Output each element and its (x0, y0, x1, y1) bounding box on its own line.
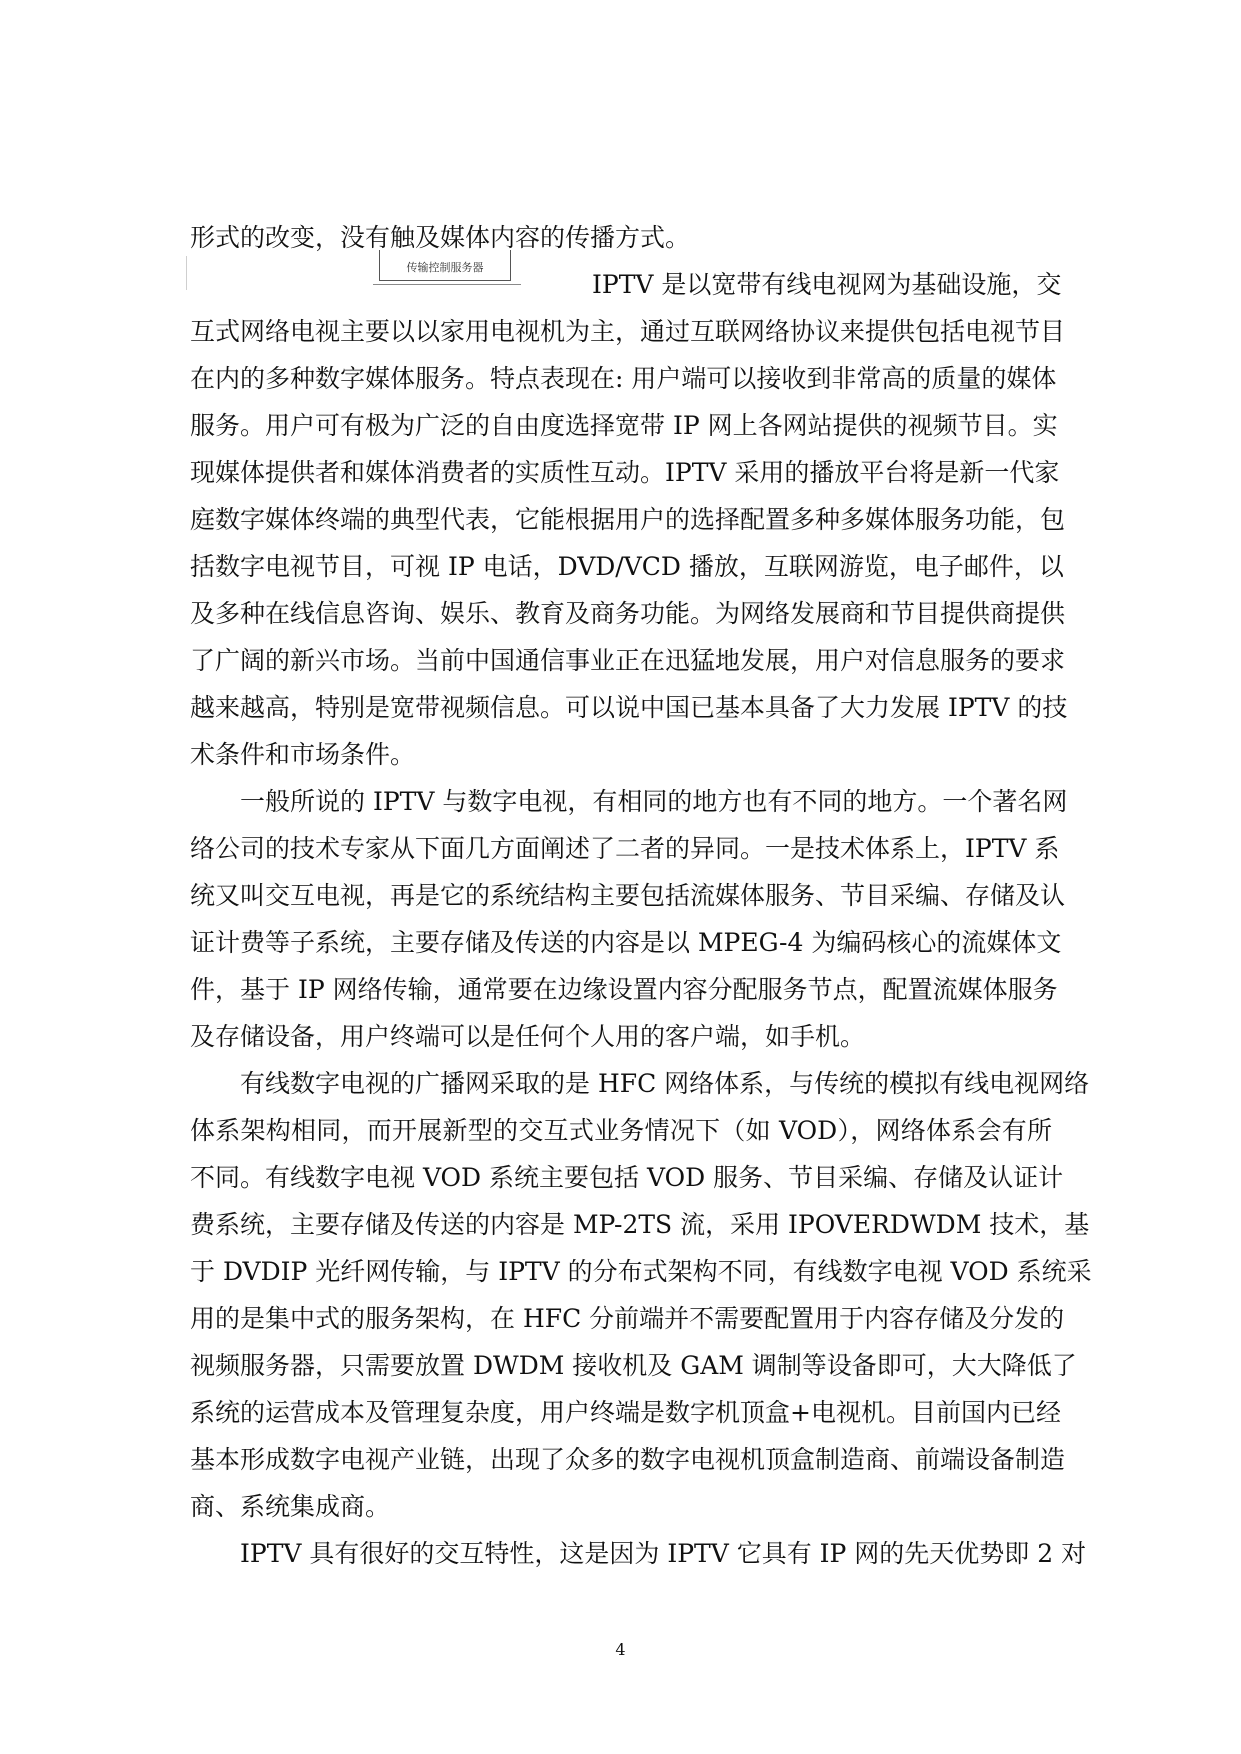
text-line: 费系统，主要存储及传送的内容是 MP-2TS 流，采用 IPOVERDWDM 技术，基 (190, 1210, 1090, 1239)
text-line: 越来越高，特别是宽带视频信息。可以说中国已基本具备了大力发展 IPTV 的技 (190, 693, 1068, 722)
text-line: 互式网络电视主要以以家用电视机为主，通过互联网络协议来提供包括电视节目 (190, 317, 1066, 346)
text-line: 及存储设备，用户终端可以是任何个人用的客户端，如手机。 (190, 1022, 866, 1051)
text-line: 括数字电视节目，可视 IP 电话，DVD/VCD 播放，互联网游览，电子邮件，以 (190, 552, 1064, 581)
text-line: IPTV 具有很好的交互特性，这是因为 IPTV 它具有 IP 网的先天优势即 2 对 (240, 1539, 1087, 1568)
text-line: 一般所说的 IPTV 与数字电视，有相同的地方也有不同的地方。一个著名网 (240, 787, 1068, 816)
text-line: 服务。用户可有极为广泛的自由度选择宽带 IP 网上各网站提供的视频节目。实 (190, 411, 1058, 440)
figure-box-label: 传输控制服务器 (379, 256, 511, 281)
text-line: 体系架构相同，而开展新型的交互式业务情况下（如 VOD），网络体系会有所 (190, 1116, 1052, 1145)
text-line: 术条件和市场条件。 (190, 740, 416, 769)
text-line: 视频服务器，只需要放置 DWDM 接收机及 GAM 调制等设备即可，大大降低了 (190, 1351, 1077, 1380)
text-line: 基本形成数字电视产业链，出现了众多的数字电视机顶盒制造商、前端设备制造 (190, 1445, 1066, 1474)
figure-left-edge (186, 256, 187, 290)
text-line: 于 DVDIP 光纤网传输，与 IPTV 的分布式架构不同，有线数字电视 VOD 系统采 (190, 1257, 1092, 1286)
text-line: 及多种在线信息咨询、娱乐、教育及商务功能。为网络发展商和节目提供商提供 (190, 599, 1066, 628)
figure-baseline (373, 284, 521, 285)
text-line: 系统的运营成本及管理复杂度，用户终端是数字机顶盒+电视机。目前国内已经 (190, 1398, 1061, 1427)
text-line: 络公司的技术专家从下面几方面阐述了二者的异同。一是技术体系上，IPTV 系 (190, 834, 1060, 863)
text-line: 用的是集中式的服务架构，在 HFC 分前端并不需要配置用于内容存储及分发的 (190, 1304, 1065, 1333)
text-line: 了广阔的新兴市场。当前中国通信事业正在迅猛地发展，用户对信息服务的要求 (190, 646, 1066, 675)
text-line: IPTV 是以宽带有线电视网为基础设施，交 (592, 270, 1062, 299)
figure-fragment (186, 250, 533, 294)
text-line: 庭数字媒体终端的典型代表，它能根据用户的选择配置多种多媒体服务功能，包 (190, 505, 1066, 534)
text-line: 形式的改变，没有触及媒体内容的传播方式。 (190, 223, 691, 252)
text-line: 不同。有线数字电视 VOD 系统主要包括 VOD 服务、节目采编、存储及认证计 (190, 1163, 1064, 1192)
text-line: 有线数字电视的广播网采取的是 HFC 网络体系，与传统的模拟有线电视网络 (240, 1069, 1090, 1098)
text-line: 在内的多种数字媒体服务。特点表现在: 用户端可以接收到非常高的质量的媒体 (190, 364, 1057, 393)
text-line: 现媒体提供者和媒体消费者的实质性互动。IPTV 采用的播放平台将是新一代家 (190, 458, 1060, 487)
page-number: 4 (615, 1640, 626, 1659)
text-line: 证计费等子系统，主要存储及传送的内容是以 MPEG-4 为编码核心的流媒体文 (190, 928, 1062, 957)
text-line: 件，基于 IP 网络传输，通常要在边缘设置内容分配服务节点，配置流媒体服务 (190, 975, 1058, 1004)
text-line: 统又叫交互电视，再是它的系统结构主要包括流媒体服务、节目采编、存储及认 (190, 881, 1066, 910)
text-line: 商、系统集成商。 (190, 1492, 391, 1521)
